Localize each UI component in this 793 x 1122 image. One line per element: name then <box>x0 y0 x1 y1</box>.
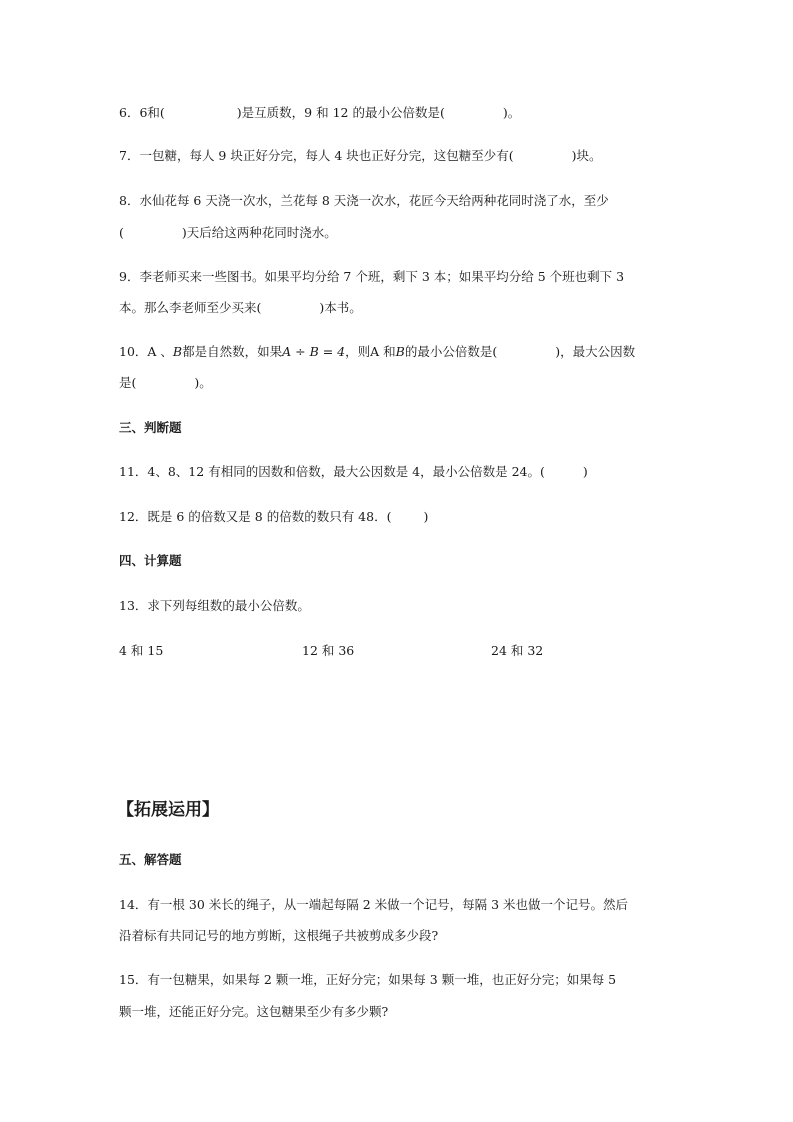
question-12 <box>119 509 428 525</box>
question-6 <box>119 105 520 121</box>
q6-text-b: )是互质数，9 和 12 的最小公倍数是( <box>236 105 445 120</box>
question-8-line-2 <box>119 225 337 241</box>
question-14-line-2: 沿着标有共同记号的地方剪断，这根绳子共被剪成多少段? <box>119 928 439 943</box>
section-calculation-heading: 四、计算题 <box>119 553 182 568</box>
section-answer-heading: 五、解答题 <box>119 852 182 867</box>
extension-title: 【拓展运用】 <box>117 800 219 820</box>
question-7 <box>119 148 602 164</box>
q11-text-b: ) <box>582 464 588 479</box>
question-8-line-1: 8．水仙花每 6 天浇一次水，兰花每 8 天浇一次水，花匠今天给两种花同时浇了水，至少 <box>119 193 609 208</box>
q10-var-b: B <box>172 344 183 359</box>
q13-group-3: 24 和 32 <box>491 643 544 658</box>
q10-text-b: 都是自然数，如果 <box>182 344 283 359</box>
q10-text-e: )，最大公因数 <box>555 344 636 359</box>
q10-text-a: 10．A 、 <box>119 344 173 359</box>
q9-text-b: )本书。 <box>319 300 362 315</box>
q13-group-1: 4 和 15 <box>119 643 164 658</box>
question-10-line-2 <box>119 375 212 391</box>
question-10-line-1 <box>119 344 635 360</box>
question-9-line-2 <box>119 300 362 316</box>
q10-text-d: 的最小公倍数是( <box>404 344 498 359</box>
q10-text-g: )。 <box>194 375 212 390</box>
q7-text-a: 7．一包糖，每人 9 块正好分完，每人 4 块也正好分完，这包糖至少有( <box>119 148 514 163</box>
q10-expression: A ÷ B = 4 <box>282 344 346 359</box>
question-15-line-1: 15．有一包糖果，如果每 2 颗一堆，正好分完；如果每 3 颗一堆，也正好分完；如果每 5 <box>119 972 617 987</box>
question-15-line-2: 颗一堆，还能正好分完。这包糖果至少有多少颗? <box>119 1004 389 1019</box>
q10-text-c: ，则A 和 <box>345 344 396 359</box>
q6-text-a: 6．6和( <box>119 105 165 120</box>
q8-text-a: ( <box>119 225 124 240</box>
q7-text-b: )块。 <box>571 148 602 163</box>
q10-var-b2: B <box>395 344 405 359</box>
q12-text-a: 12．既是 6 的倍数又是 8 的倍数的数只有 48．( <box>119 509 392 524</box>
q11-text-a: 11．4、8、12 有相同的因数和倍数，最大公因数是 4，最小公倍数是 24。( <box>119 464 545 479</box>
q9-text-a: 本。那么李老师至少买来( <box>119 300 262 315</box>
question-11 <box>119 464 588 480</box>
q6-text-c: )。 <box>502 105 521 120</box>
q10-text-f: 是( <box>119 375 137 390</box>
q12-text-b: ) <box>423 509 429 524</box>
question-14-line-1: 14．有一根 30 米长的绳子，从一端起每隔 2 米做一个记号，每隔 3 米也做一个记号。然后 <box>119 897 629 912</box>
question-9-line-1: 9．李老师买来一些图书。如果平均分给 7 个班，剩下 3 本；如果平均分给 5 个班也剩下 3 <box>119 269 625 284</box>
q8-text-b: )天后给这两种花同时浇水。 <box>181 225 337 240</box>
question-13: 13．求下列每组数的最小公倍数。 <box>119 598 310 613</box>
section-judgement-heading: 三、判断题 <box>119 420 182 435</box>
q13-group-2: 12 和 36 <box>302 643 355 658</box>
